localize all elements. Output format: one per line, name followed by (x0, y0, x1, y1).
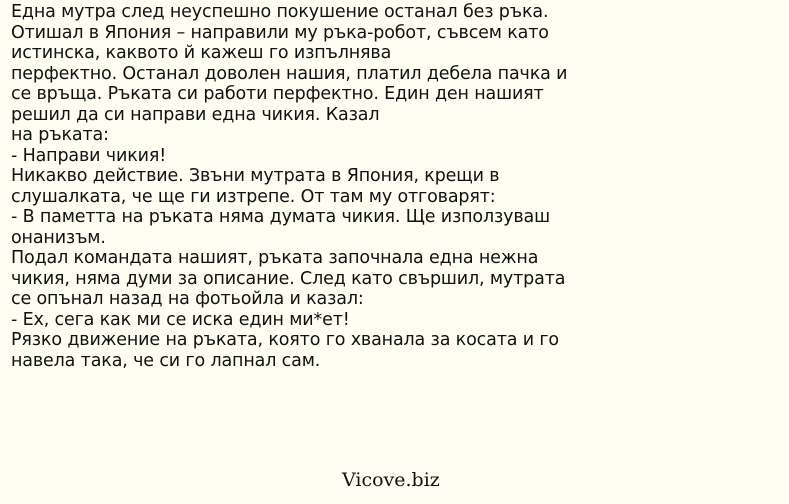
text-line: истинска, каквото й кажеш го изпълнява (11, 43, 392, 63)
joke-text (11, 2, 781, 371)
text-line: перфектно. Останал доволен нашия, платил дебела пачка и (11, 63, 568, 84)
text-line: - Ех, сега как ми се иска един ми*ет! (11, 309, 350, 330)
text-line: се опънал назад на фотьойла и казал: (11, 289, 364, 309)
text-line: онанизъм. (11, 227, 106, 248)
text-line: Една мутра след неуспешно покушение останал без ръка. (11, 2, 549, 22)
text-line: - В паметта на ръката няма думата чикия. Ще използуваш (11, 207, 550, 227)
text-line: решил да си направи една чикия. Казал (11, 104, 380, 125)
text-line: слушалката, че ще ги изтрепе. От там му отговарят: (11, 186, 496, 207)
site-watermark: Vicove.biz (342, 469, 440, 491)
text-line: Рязко движение на ръката, която го хванала за косата и го (11, 330, 559, 350)
text-line: Никакво действие. Звъни мутрата в Япония, крещи в (11, 166, 500, 186)
text-line: се връща. Ръката си работи перфектно. Един ден нашият (11, 84, 544, 104)
text-line: - Направи чикия! (11, 145, 167, 166)
text-line: Подал командата нашият, ръката започнала една нежна (11, 248, 539, 268)
text-line: на ръката: (11, 125, 109, 145)
text-line: чикия, няма думи за описание. След като свършил, мутрата (11, 268, 566, 289)
text-line: Отишал в Япония – направили му ръка-робот, съвсем като (11, 22, 549, 43)
text-line: навела така, че си го лапнал сам. (11, 350, 321, 371)
